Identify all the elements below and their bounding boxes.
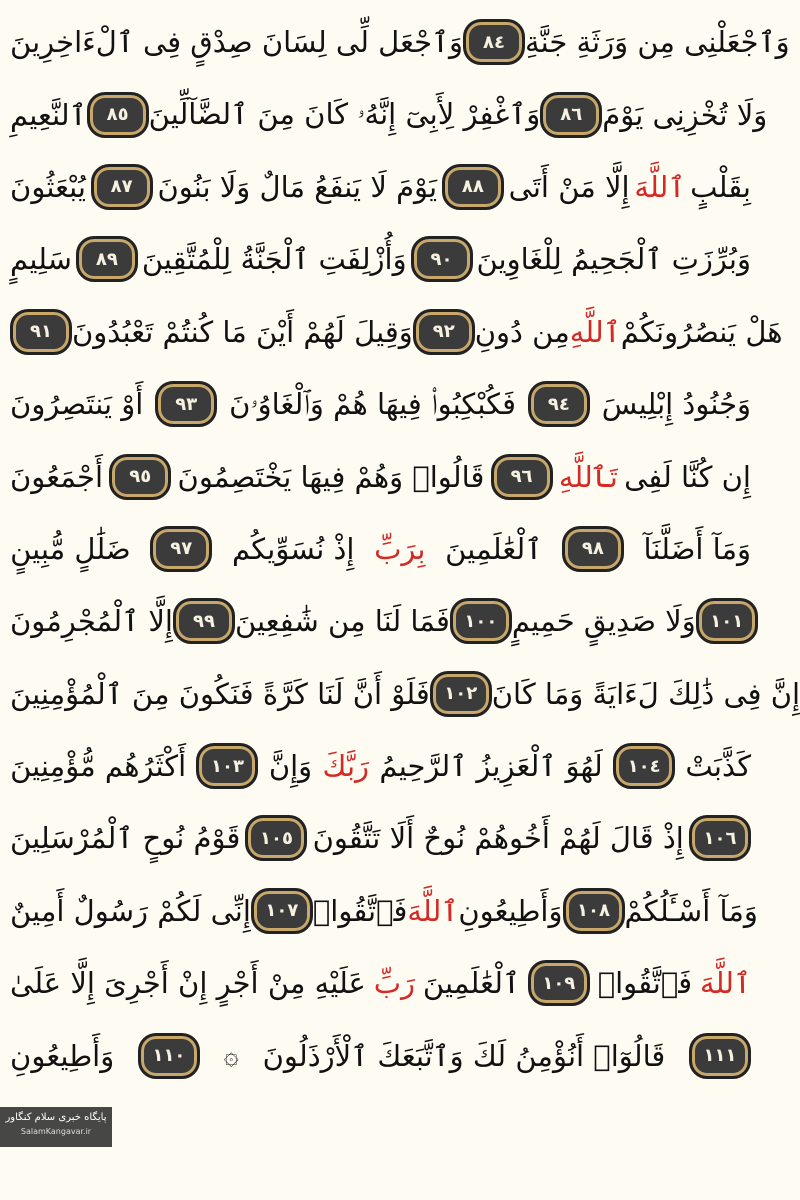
verse-text: إِنَّ فِى ذَٰلِكَ لَءَايَةً وَمَا كَانَ (491, 676, 800, 711)
ayah-number-marker: ٩٩ (173, 598, 235, 644)
ayah-number-marker: ٨٥ (87, 92, 149, 138)
watermark-url: SalamKangavar.ir (20, 1127, 92, 1136)
ayah-number-marker: ١٠٣ (196, 743, 258, 789)
verse-text: فَمَا لَنَا مِن شَٰفِعِينَ (234, 604, 450, 639)
divine-name-text: رَبِّ (373, 966, 416, 1001)
ayah-number-marker: ٩٤ (528, 381, 590, 427)
verse-line (10, 730, 751, 802)
verse-text: إِذْ قَالَ لَهُمْ أَخُوهُمْ نُوحٌ أَلَا تَتَّقُونَ (312, 821, 684, 856)
ayah-number-marker: ٩٣ (155, 381, 217, 427)
verse-text: إِنِّى لَكُمْ رَسُولٌ أَمِينٌ (10, 893, 251, 928)
verse-line (10, 440, 751, 512)
ayah-number-marker: ٨٦ (540, 92, 602, 138)
verse-text: إِذْ نُسَوِّيكُم (231, 531, 355, 566)
verse-line (10, 296, 783, 368)
verse-text: ٱلْعَٰلَمِينَ (422, 966, 520, 1001)
verse-text: فَٱتَّقُوا۟ (597, 966, 693, 1001)
verse-text: أَجْمَعُونَ (10, 459, 104, 494)
divine-name-text: رَبَّكَ (322, 749, 370, 784)
ayah-number-marker: ١٠٢ (430, 671, 492, 717)
ayah-number-marker: ١٠٩ (528, 960, 590, 1006)
divine-name-text: تَٱللَّهِ (558, 459, 618, 494)
verse-text: ٱلْعَٰلَمِينَ (445, 531, 543, 566)
verse-line (10, 223, 751, 295)
verse-text: بِقَلْبٍ (690, 169, 751, 204)
verse-text: مِن دُونِ (474, 314, 570, 349)
verse-text: إِلَّا مَنْ أَتَى (508, 169, 630, 204)
ayah-number-marker: ١١٠ (138, 1033, 200, 1079)
ayah-number-marker: ٨٤ (463, 19, 525, 65)
verse-lines (10, 6, 800, 1092)
divine-name-text: ٱللَّهَ (407, 893, 459, 928)
verse-text: وَٱجْعَل لِّى لِسَانَ صِدْقٍ فِى ٱلْءَاخِرِينَ (10, 25, 464, 60)
verse-text: إِلَّا ٱلْمُجْرِمُونَ (10, 604, 173, 639)
ayah-number-marker: ٩٨ (562, 526, 624, 572)
ayah-number-marker: ١٠٤ (613, 743, 675, 789)
divine-name-text: ٱللَّهَ (634, 169, 686, 204)
verse-text: وَلَا تُخْزِنِى يَوْمَ (602, 97, 768, 132)
rub-el-hizb-icon: ۞ (223, 1040, 239, 1071)
verse-line (10, 1019, 751, 1091)
verse-text: وَجُنُودُ إِبْلِيسَ (601, 387, 751, 422)
divine-name-text: بِرَبِّ (374, 531, 426, 566)
ayah-number-marker: ٩١ (10, 309, 72, 355)
verse-text: فَكُبْكِبُوا۟ فِيهَا هُمْ وَٱلْغَاوُۥنَ (229, 386, 517, 421)
divine-name-text: ٱللَّهَ (700, 966, 751, 1001)
verse-text: يَوْمَ لَا يَنفَعُ مَالٌ وَلَا بَنُونَ (157, 169, 438, 204)
verse-text: أَكْثَرُهُم مُّؤْمِنِينَ (10, 749, 187, 784)
verse-text: وَمَآ أَسْـَٔلُكُمْ (624, 893, 758, 928)
ayah-number-marker: ٩٠ (411, 236, 473, 282)
ayah-number-marker: ٨٩ (76, 236, 138, 282)
verse-text: أَوْ يَنتَصِرُونَ (10, 387, 144, 422)
verse-text: وَأَطِيعُونِ (10, 1038, 115, 1073)
verse-text: وَقِيلَ لَهُمْ أَيْنَ مَا كُنتُمْ تَعْبُدُونَ (72, 314, 413, 349)
ayah-number-marker: ٨٧ (91, 164, 153, 210)
verse-line (10, 658, 800, 730)
ayah-number-marker: ٩٧ (150, 526, 212, 572)
verse-line (10, 78, 768, 150)
verse-text: كَذَّبَتْ (685, 749, 751, 784)
ayah-number-marker: ١٠١ (696, 598, 758, 644)
verse-line (10, 151, 751, 223)
ayah-number-marker: ١٠٨ (563, 888, 625, 934)
ayah-number-marker: ٩٢ (413, 309, 475, 355)
verse-text: وَلَا صَدِيقٍ حَمِيمٍ (511, 604, 696, 639)
ayah-number-marker: ٨٨ (442, 164, 504, 210)
verse-text: قَالُوٓا۟ أَنُؤْمِنُ لَكَ وَٱتَّبَعَكَ ٱلْأَرْذَلُونَ (262, 1038, 666, 1073)
ayah-number-marker: ١٠٠ (450, 598, 512, 644)
ayah-number-marker: ٩٦ (491, 454, 553, 500)
verse-line (10, 947, 751, 1019)
verse-text: عَلَيْهِ مِنْ أَجْرٍ إِنْ أَجْرِىَ إِلَّا عَلَىٰ (10, 966, 366, 1001)
verse-text: فَلَوْ أَنَّ لَنَا كَرَّةً فَنَكُونَ مِنَ ٱلْمُؤْمِنِينَ (10, 676, 430, 711)
verse-text: فَٱتَّقُوا۟ (312, 893, 408, 928)
ayah-number-marker: ١٠٦ (689, 815, 751, 861)
verse-text: وَأَطِيعُونِ (458, 893, 563, 928)
verse-line (10, 585, 751, 657)
verse-text: قَالُوا۟ وَهُمْ فِيهَا يَخْتَصِمُونَ (177, 459, 485, 494)
verse-text: وَٱجْعَلْنِى مِن وَرَثَةِ جَنَّةِ (525, 25, 790, 60)
verse-text: وَٱغْفِرْ لِأَبِىٓ إِنَّهُۥ كَانَ مِنَ ٱلضَّآلِّينَ (148, 97, 541, 132)
ayah-number-marker: ١٠٧ (251, 888, 313, 934)
verse-text: قَوْمُ نُوحٍ ٱلْمُرْسَلِينَ (10, 821, 241, 856)
verse-text: ٱلنَّعِيمِ (10, 97, 87, 132)
ayah-number-marker: ٩٥ (109, 454, 171, 500)
verse-text: وَبُرِّزَتِ ٱلْجَحِيمُ لِلْغَاوِينَ (476, 242, 751, 277)
verse-line (10, 513, 751, 585)
verse-text: لَهُوَ ٱلْعَزِيزُ ٱلرَّحِيمُ (379, 749, 603, 784)
watermark-title: پایگاه خبری سلام کنگاور (5, 1112, 107, 1123)
ayah-number-marker: ١١١ (689, 1033, 751, 1079)
verse-line (10, 875, 758, 947)
verse-text: وَأُزْلِفَتِ ٱلْجَنَّةُ لِلْمُتَّقِينَ (141, 242, 407, 277)
verse-line (10, 368, 751, 440)
watermark-badge (0, 1107, 112, 1147)
divine-name-text: ٱللَّهِ (569, 314, 621, 349)
verse-text: إِن كُنَّا لَفِى (624, 459, 751, 494)
verse-text: وَمَآ أَضَلَّنَآ (643, 531, 751, 566)
ayah-number-marker: ١٠٥ (245, 815, 307, 861)
verse-text: سَلِيمٍ (10, 242, 72, 277)
verse-text: ضَلَٰلٍ مُّبِينٍ (10, 531, 131, 566)
verse-line (10, 6, 790, 78)
verse-text: وَإِنَّ (268, 749, 313, 784)
verse-line (10, 802, 751, 874)
verse-text: هَلْ يَنصُرُونَكُمْ (620, 314, 783, 349)
verse-text: يُبْعَثُونَ (10, 169, 86, 204)
